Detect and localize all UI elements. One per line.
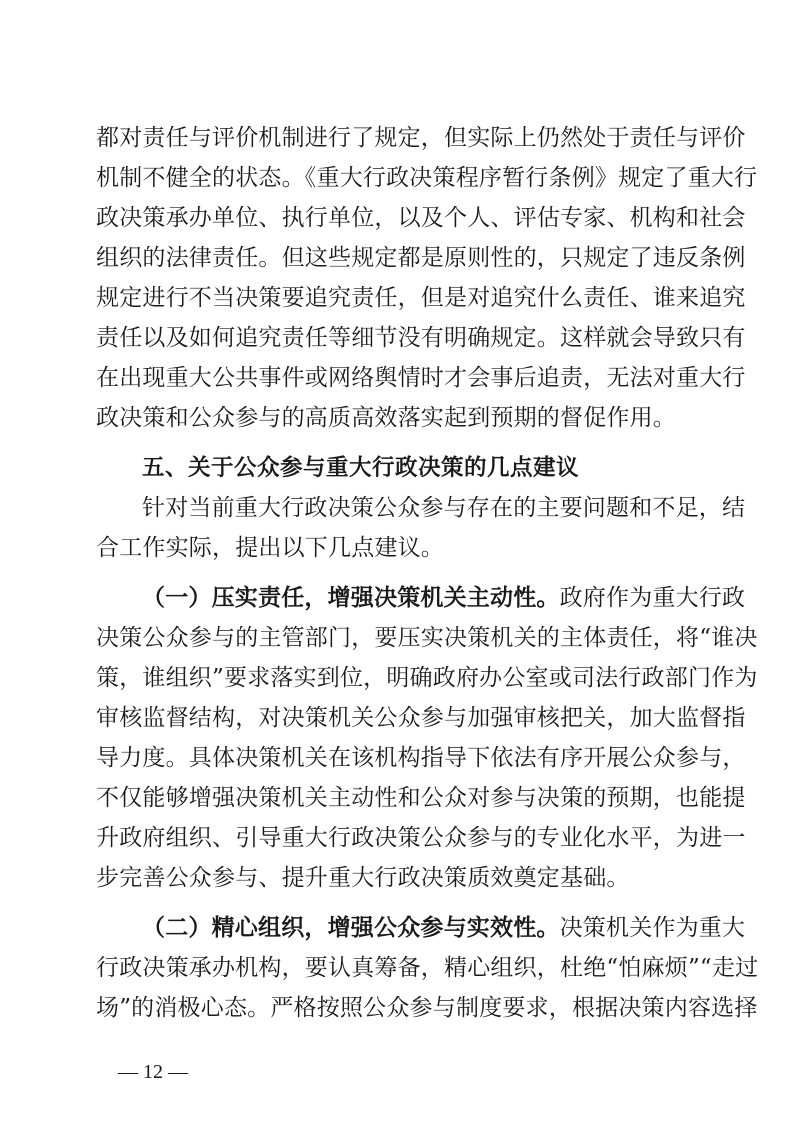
text-line: 组织的法律责任。但这些规定都是原则性的，只规定了违反条例 xyxy=(96,245,746,271)
body-text xyxy=(96,118,759,1028)
text-line: 合工作实际，提出以下几点建议。 xyxy=(96,535,444,561)
text-line: 升政府组织、引导重大行政决策公众参与的专业化水平，为进一 xyxy=(96,825,746,851)
text-line: 审核监督结构，对决策机关公众参与加强审核把关，加大监督指 xyxy=(96,705,746,731)
text-line: 政决策和公众参与的高质高效落实起到预期的督促作用。 xyxy=(96,405,676,431)
text-line: 政决策承办单位、执行单位，以及个人、评估专家、机构和社会 xyxy=(96,205,746,231)
paragraph-first-line xyxy=(96,908,746,948)
text-line: 决策公众参与的主管部门，要压实决策机关的主体责任，将“谁决 xyxy=(96,625,758,651)
text-line: 在出现重大公共事件或网络舆情时才会事后追责，无法对重大行 xyxy=(96,365,746,391)
text-line: 步完善公众参与、提升重大行政决策质效奠定基础。 xyxy=(96,865,630,891)
text-line: 都对责任与评价机制进行了规定，但实际上仍然处于责任与评价 xyxy=(96,125,746,151)
text-line: 责任以及如何追究责任等细节没有明确规定。这样就会导致只有 xyxy=(96,325,746,351)
text-line: 行政决策承办机构，要认真筹备，精心组织，杜绝“怕麻烦”“走过 xyxy=(96,955,759,981)
text-line: 不仅能够增强决策机关主动性和公众对参与决策的预期，也能提 xyxy=(96,785,746,811)
text-line: 导力度。具体决策机关在该机构指导下依法有序开展公众参与， xyxy=(96,745,746,771)
text-line: 机制不健全的状态。《重大行政决策程序暂行条例》规定了重大行 xyxy=(96,165,758,191)
text-line: 规定进行不当决策要追究责任，但是对追究什么责任、谁来追究 xyxy=(96,285,746,311)
paragraph-text: 决策机关作为重大 xyxy=(559,915,746,941)
paragraph-title: （一）压实责任，增强决策机关主动性。 xyxy=(142,585,560,611)
paragraph-text: 政府作为重大行政 xyxy=(559,585,746,611)
section-heading: 五、关于公众参与重大行政决策的几点建议 xyxy=(142,455,580,481)
paragraph-title: （二）精心组织，增强公众参与实效性。 xyxy=(142,915,560,941)
text-line: 针对当前重大行政决策公众参与存在的主要问题和不足，结 xyxy=(142,495,746,521)
text-line: 场”的消极心态。严格按照公众参与制度要求，根据决策内容选择 xyxy=(96,995,758,1021)
text-line: 策，谁组织”要求落实到位，明确政府办公室或司法行政部门作为 xyxy=(96,665,758,691)
paragraph-first-line xyxy=(96,578,746,618)
page-number: — 12 — xyxy=(118,1061,188,1083)
